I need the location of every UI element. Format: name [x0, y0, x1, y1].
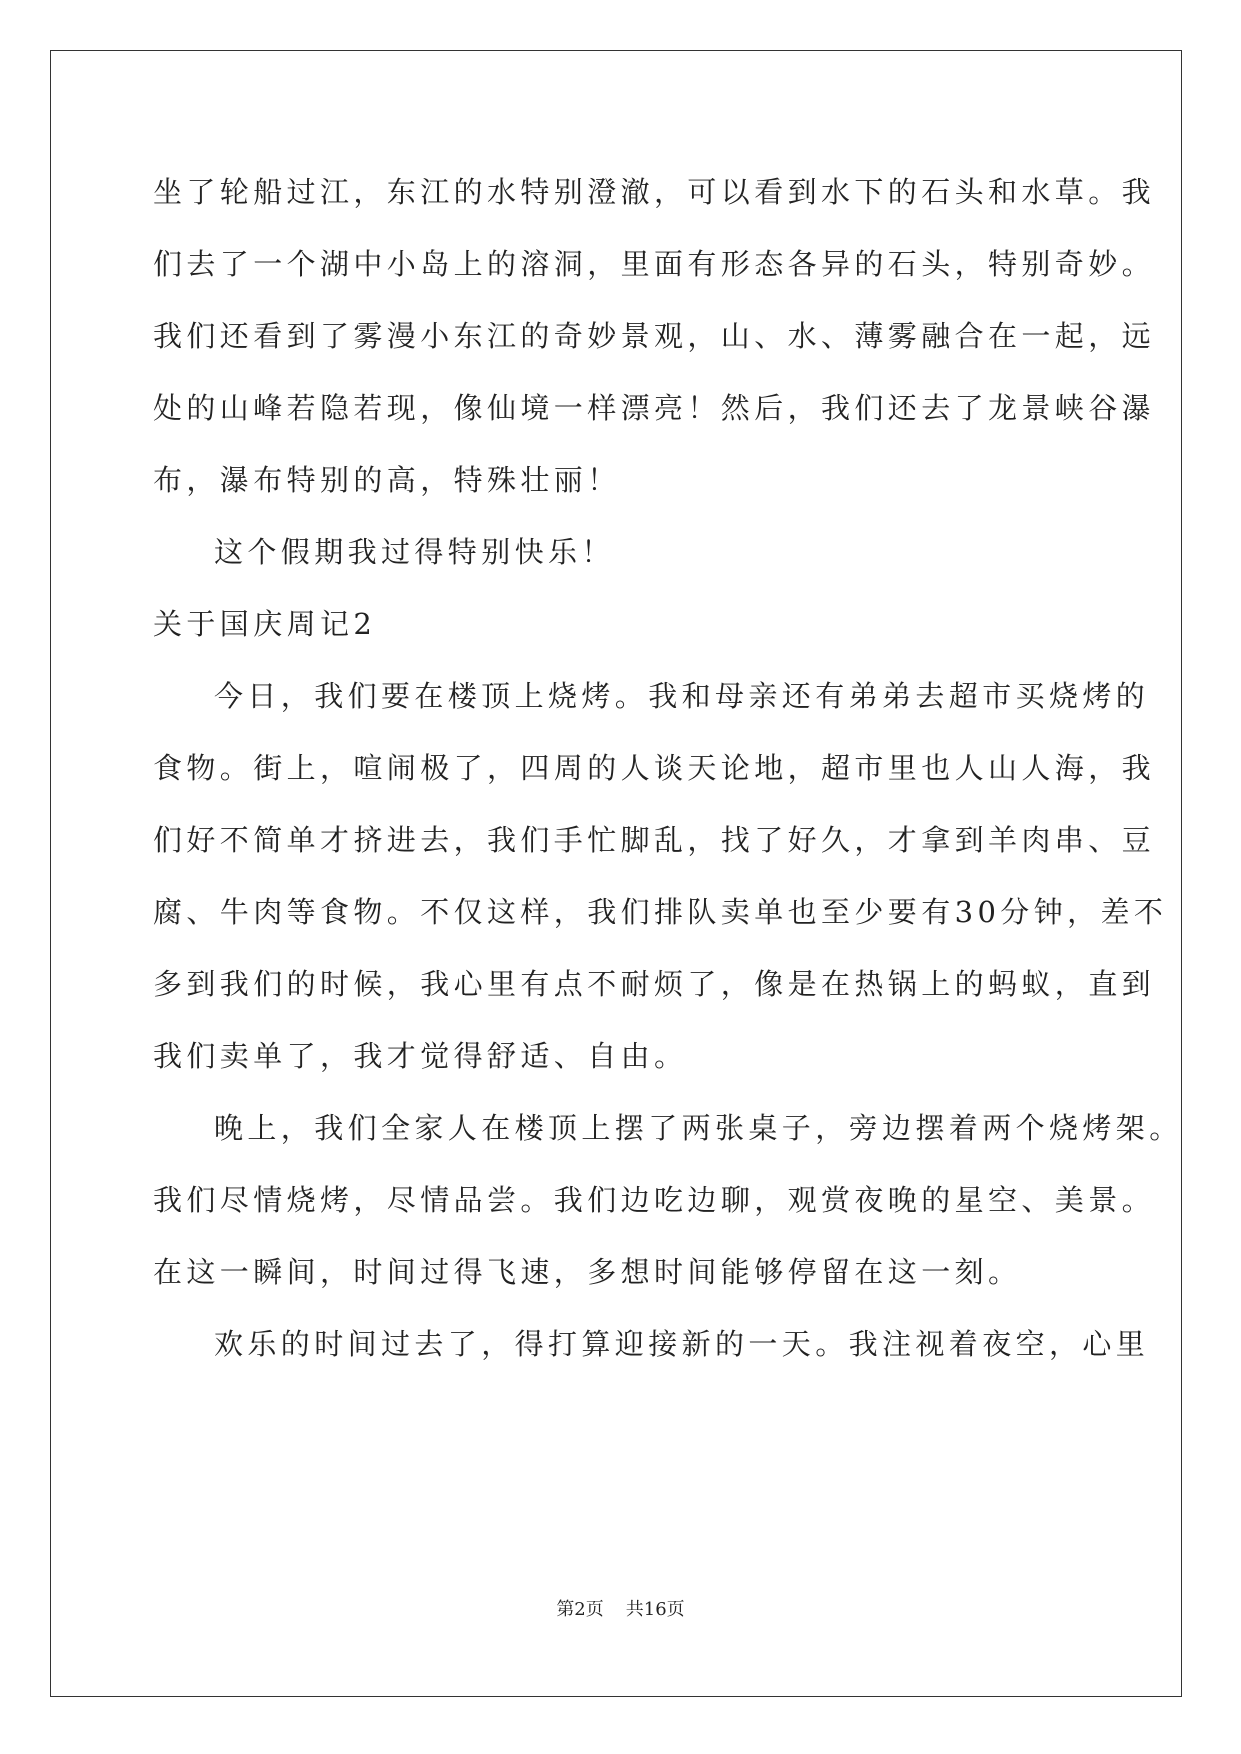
section-heading: 关于国庆周记2 — [153, 607, 377, 641]
page-border — [50, 50, 1182, 1697]
body-line: 们好不简单才挤进去，我们手忙脚乱，找了好久，才拿到羊肉串、豆 — [153, 823, 1156, 857]
body-line: 晚上，我们全家人在楼顶上摆了两张桌子，旁边摆着两个烧烤架。 — [214, 1111, 1183, 1145]
body-line: 布，瀑布特别的高，特殊壮丽！ — [153, 463, 621, 497]
body-line: 多到我们的时候，我心里有点不耐烦了，像是在热锅上的蚂蚁，直到 — [153, 967, 1156, 1001]
body-line: 欢乐的时间过去了，得打算迎接新的一天。我注视着夜空，心里 — [214, 1327, 1150, 1361]
current-page-number: 第2页 — [556, 1599, 604, 1620]
body-line: 腐、牛肉等食物。不仅这样，我们排队卖单也至少要有30分钟，差不 — [153, 895, 1168, 929]
body-line: 食物。街上，喧闹极了，四周的人谈天论地，超市里也人山人海，我 — [153, 751, 1156, 785]
body-line: 我们卖单了，我才觉得舒适、自由。 — [153, 1039, 688, 1073]
body-line: 今日，我们要在楼顶上烧烤。我和母亲还有弟弟去超市买烧烤的 — [214, 679, 1150, 713]
total-page-count: 共16页 — [625, 1599, 685, 1620]
body-line: 我们尽情烧烤，尽情品尝。我们边吃边聊，观赏夜晚的星空、美景。 — [153, 1183, 1156, 1217]
body-line: 们去了一个湖中小岛上的溶洞，里面有形态各异的石头，特别奇妙。 — [153, 247, 1156, 281]
body-line: 处的山峰若隐若现，像仙境一样漂亮！然后，我们还去了龙景峡谷瀑 — [153, 391, 1156, 425]
body-line: 坐了轮船过江，东江的水特别澄澈，可以看到水下的石头和水草。我 — [153, 175, 1156, 209]
body-line: 这个假期我过得特别快乐！ — [214, 535, 615, 569]
page-footer — [0, 1598, 1241, 1622]
body-line: 我们还看到了雾漫小东江的奇妙景观，山、水、薄雾融合在一起，远 — [153, 319, 1156, 353]
body-line: 在这一瞬间，时间过得飞速，多想时间能够停留在这一刻。 — [153, 1255, 1022, 1289]
